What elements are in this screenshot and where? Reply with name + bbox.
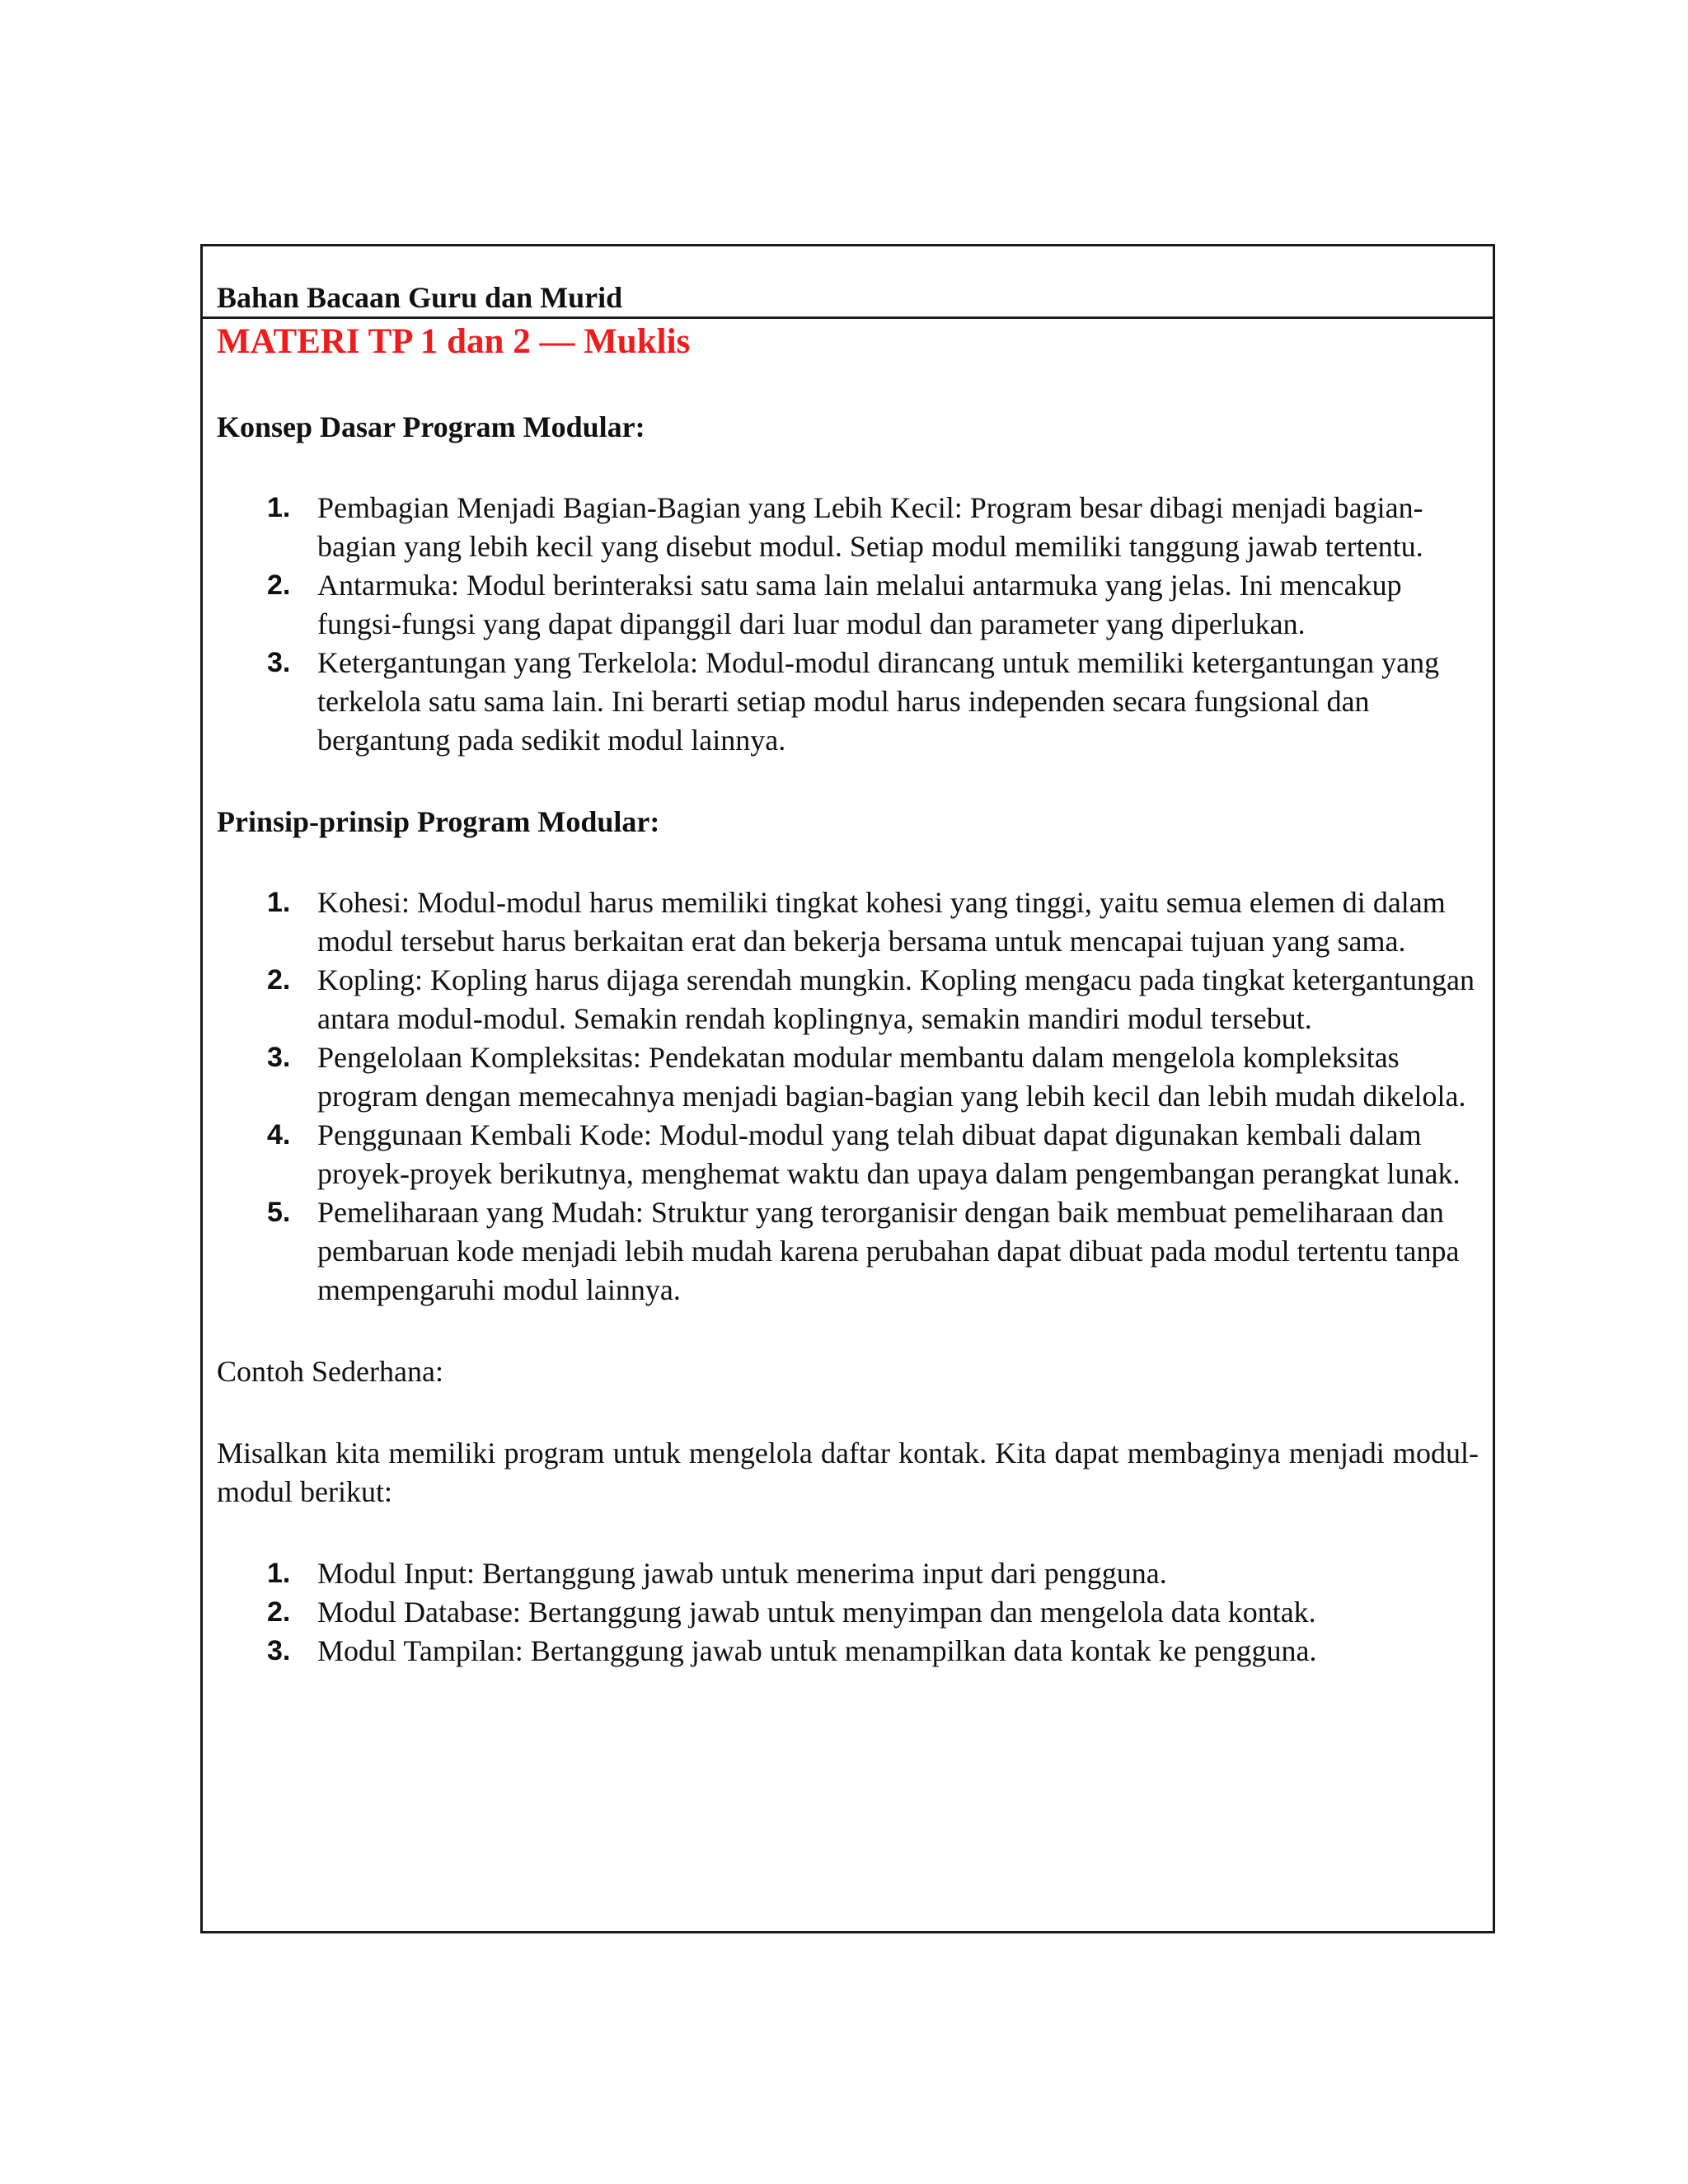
list-item-text: Ketergantungan yang Terkelola: Modul-modul dirancang untuk memiliki ketergantungan yang terkelola satu sama lain. Ini berarti setiap modul harus independen secara fungsional dan bergantung pada sedikit modul lainnya. bbox=[317, 646, 1440, 757]
list-item-text: Pengelolaan Kompleksitas: Pendekatan modular membantu dalam mengelola kompleksitas program dengan memecahnya menjadi bagian-bagian yang lebih kecil dan lebih mudah dikelola. bbox=[317, 1041, 1466, 1113]
list-item bbox=[217, 1554, 1479, 1593]
content-cell bbox=[217, 319, 1479, 1671]
list-item-text: Modul Input: Bertanggung jawab untuk menerima input dari pengguna. bbox=[317, 1557, 1167, 1590]
list-item bbox=[217, 644, 1479, 760]
list-item bbox=[217, 883, 1479, 961]
header-cell bbox=[203, 246, 1493, 319]
example-intro: Misalkan kita memiliki program untuk mengelola daftar kontak. Kita dapat membaginya menjadi modul-modul berikut: bbox=[217, 1436, 1479, 1508]
list-item bbox=[217, 566, 1479, 644]
list-item bbox=[217, 1593, 1479, 1632]
list-number: 1. bbox=[267, 887, 291, 918]
section-heading-prinsip: Prinsip-prinsip Program Modular: bbox=[217, 805, 660, 838]
example-list bbox=[217, 1554, 1479, 1671]
list-item bbox=[217, 1193, 1479, 1310]
list-number: 5. bbox=[267, 1197, 291, 1228]
list-item bbox=[217, 1038, 1479, 1116]
document-table bbox=[200, 244, 1495, 1933]
list-item bbox=[217, 1116, 1479, 1193]
list-number: 2. bbox=[267, 964, 291, 996]
section-heading-konsep: Konsep Dasar Program Modular: bbox=[217, 410, 645, 443]
list-number: 1. bbox=[267, 492, 291, 523]
list-item-text: Penggunaan Kembali Kode: Modul-modul yang telah dibuat dapat digunakan kembali dalam proyek-proyek berikutnya, menghemat waktu dan upaya dalam pengembangan perangkat lunak. bbox=[317, 1118, 1461, 1190]
konsep-list bbox=[217, 489, 1479, 760]
list-item bbox=[217, 961, 1479, 1038]
list-number: 2. bbox=[267, 1596, 291, 1628]
list-number: 3. bbox=[267, 1042, 291, 1073]
list-item-text: Pemeliharaan yang Mudah: Struktur yang terorganisir dengan baik membuat pemeliharaan dan pembaruan kode menjadi lebih mudah karena perubahan dapat dibuat pada modul tertentu tanpa mempengaruhi modul lainnya. bbox=[317, 1196, 1460, 1306]
list-item-text: Modul Tampilan: Bertanggung jawab untuk menampilkan data kontak ke pengguna. bbox=[317, 1634, 1317, 1667]
list-item-text: Kopling: Kopling harus dijaga serendah mungkin. Kopling mengacu pada tingkat ketergantungan antara modul-modul. Semakin rendah koplingnya, semakin mandiri modul tersebut. bbox=[317, 963, 1475, 1035]
list-item bbox=[217, 489, 1479, 566]
header-title: Bahan Bacaan Guru dan Murid bbox=[217, 281, 623, 314]
list-item-text: Antarmuka: Modul berinteraksi satu sama lain melalui antarmuka yang jelas. Ini mencakup fungsi-fungsi yang dapat dipanggil dari luar modul dan parameter yang diperlukan. bbox=[317, 569, 1402, 640]
list-item-text: Pembagian Menjadi Bagian-Bagian yang Lebih Kecil: Program besar dibagi menjadi bagian-bagian yang lebih kecil yang disebut modul. Setiap modul memiliki tanggung jawab tertentu. bbox=[317, 491, 1423, 563]
list-number: 4. bbox=[267, 1119, 291, 1151]
list-item-text: Modul Database: Bertanggung jawab untuk menyimpan dan mengelola data kontak. bbox=[317, 1596, 1316, 1629]
example-label: Contoh Sederhana: bbox=[217, 1355, 443, 1388]
list-number: 3. bbox=[267, 647, 291, 678]
list-number: 2. bbox=[267, 569, 291, 601]
list-number: 1. bbox=[267, 1558, 291, 1589]
prinsip-list bbox=[217, 883, 1479, 1310]
list-item-text: Kohesi: Modul-modul harus memiliki tingkat kohesi yang tinggi, yaitu semua elemen di dalam modul tersebut harus berkaitan erat dan bekerja bersama untuk mencapai tujuan yang sama. bbox=[317, 886, 1446, 958]
list-item bbox=[217, 1632, 1479, 1671]
main-title: MATERI TP 1 dan 2 — Muklis bbox=[217, 322, 691, 361]
list-number: 3. bbox=[267, 1635, 291, 1666]
